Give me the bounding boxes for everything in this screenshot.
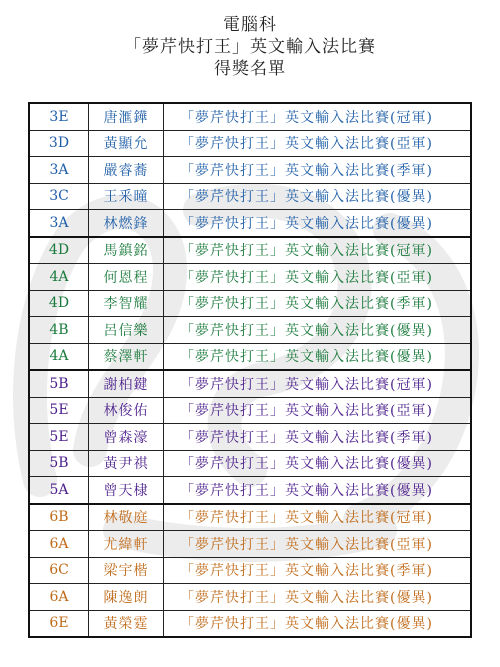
- class-cell: 4A: [29, 343, 89, 370]
- class-cell: 4A: [29, 264, 89, 291]
- table-row: [29, 343, 471, 370]
- table-row: [29, 557, 471, 584]
- table-row: [29, 183, 471, 210]
- award-cell: 「夢芹快打王」英文輸入法比賽(亞軍): [164, 130, 472, 157]
- table-row: [29, 610, 471, 637]
- class-cell: 5A: [29, 477, 89, 504]
- table-row: [29, 370, 471, 397]
- table-row: [29, 103, 471, 130]
- class-cell: 3A: [29, 157, 89, 184]
- student-name-cell: 林敬庭: [89, 504, 164, 531]
- class-cell: 4D: [29, 237, 89, 264]
- class-cell: 5E: [29, 424, 89, 451]
- class-cell: 6B: [29, 504, 89, 531]
- awards-list-title: 得獎名單: [214, 59, 286, 79]
- student-name-cell: 尤緯軒: [89, 531, 164, 558]
- class-cell: 5B: [29, 370, 89, 397]
- class-cell: 6C: [29, 557, 89, 584]
- class-cell: 3D: [29, 130, 89, 157]
- award-cell: 「夢芹快打王」英文輸入法比賽(優異): [164, 477, 472, 504]
- table-row: [29, 290, 471, 317]
- award-cell: 「夢芹快打王」英文輸入法比賽(亞軍): [164, 264, 472, 291]
- student-name-cell: 馬鎮銘: [89, 237, 164, 264]
- student-name-cell: 蔡澤軒: [89, 343, 164, 370]
- award-cell: 「夢芹快打王」英文輸入法比賽(季軍): [164, 290, 472, 317]
- class-cell: 3A: [29, 210, 89, 237]
- award-cell: 「夢芹快打王」英文輸入法比賽(季軍): [164, 157, 472, 184]
- award-cell: 「夢芹快打王」英文輸入法比賽(優異): [164, 450, 472, 477]
- award-cell: 「夢芹快打王」英文輸入法比賽(優異): [164, 183, 472, 210]
- student-name-cell: 王釆曈: [89, 183, 164, 210]
- award-cell: 「夢芹快打王」英文輸入法比賽(冠軍): [164, 504, 472, 531]
- student-name-cell: 林俊佑: [89, 397, 164, 424]
- award-cell: 「夢芹快打王」英文輸入法比賽(冠軍): [164, 237, 472, 264]
- award-cell: 「夢芹快打王」英文輸入法比賽(優異): [164, 317, 472, 344]
- award-cell: 「夢芹快打王」英文輸入法比賽(優異): [164, 210, 472, 237]
- table-row: [29, 264, 471, 291]
- class-cell: 3C: [29, 183, 89, 210]
- award-cell: 「夢芹快打王」英文輸入法比賽(亞軍): [164, 531, 472, 558]
- student-name-cell: 黃顯允: [89, 130, 164, 157]
- table-row: [29, 584, 471, 611]
- student-name-cell: 黃尹祺: [89, 450, 164, 477]
- table-row: [29, 157, 471, 184]
- table-row: [29, 397, 471, 424]
- student-name-cell: 黃榮霆: [89, 610, 164, 637]
- award-cell: 「夢芹快打王」英文輸入法比賽(優異): [164, 610, 472, 637]
- award-cell: 「夢芹快打王」英文輸入法比賽(季軍): [164, 557, 472, 584]
- student-name-cell: 何恩程: [89, 264, 164, 291]
- student-name-cell: 曾森濠: [89, 424, 164, 451]
- class-cell: 6A: [29, 584, 89, 611]
- award-cell: 「夢芹快打王」英文輸入法比賽(優異): [164, 584, 472, 611]
- class-cell: 4D: [29, 290, 89, 317]
- award-cell: 「夢芹快打王」英文輸入法比賽(冠軍): [164, 370, 472, 397]
- student-name-cell: 李智耀: [89, 290, 164, 317]
- table-row: [29, 450, 471, 477]
- award-cell: 「夢芹快打王」英文輸入法比賽(季軍): [164, 424, 472, 451]
- student-name-cell: 梁宇楷: [89, 557, 164, 584]
- table-row: [29, 317, 471, 344]
- class-cell: 5B: [29, 450, 89, 477]
- document-header: [0, 14, 500, 80]
- student-name-cell: 嚴睿蕎: [89, 157, 164, 184]
- award-table-body: [29, 103, 471, 637]
- award-cell: 「夢芹快打王」英文輸入法比賽(冠軍): [164, 103, 472, 130]
- table-row: [29, 210, 471, 237]
- table-row: [29, 237, 471, 264]
- student-name-cell: 林燃鋒: [89, 210, 164, 237]
- table-row: [29, 477, 471, 504]
- award-cell: 「夢芹快打王」英文輸入法比賽(優異): [164, 343, 472, 370]
- class-cell: 4B: [29, 317, 89, 344]
- student-name-cell: 曾天棣: [89, 477, 164, 504]
- award-cell: 「夢芹快打王」英文輸入法比賽(亞軍): [164, 397, 472, 424]
- student-name-cell: 呂信樂: [89, 317, 164, 344]
- student-name-cell: 陳逸朗: [89, 584, 164, 611]
- class-cell: 6E: [29, 610, 89, 637]
- table-row: [29, 531, 471, 558]
- student-name-cell: 唐滙鏵: [89, 103, 164, 130]
- class-cell: 3E: [29, 103, 89, 130]
- award-table: [28, 102, 472, 638]
- table-row: [29, 424, 471, 451]
- award-table-container: [28, 102, 472, 638]
- class-cell: 5E: [29, 397, 89, 424]
- student-name-cell: 謝柏鍵: [89, 370, 164, 397]
- department-title: 電腦科: [223, 15, 277, 35]
- table-row: [29, 504, 471, 531]
- class-cell: 6A: [29, 531, 89, 558]
- table-row: [29, 130, 471, 157]
- competition-title: 「夢芹快打王」英文輸入法比賽: [124, 37, 376, 57]
